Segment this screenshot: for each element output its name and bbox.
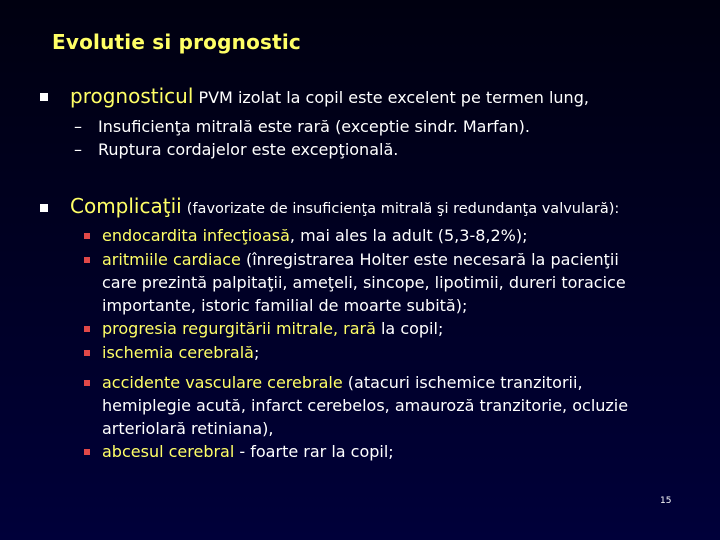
complication-2-cont-2: importante, istoric familial de moarte subită); (102, 296, 468, 315)
complication-3-highlight: progresia regurgitării mitrale, rară (102, 319, 376, 338)
complication-5-cont-2: arteriolară retiniana), (102, 419, 274, 438)
sub-bullet-marker (84, 449, 90, 455)
bullet-1-lead: prognosticul (70, 84, 194, 108)
complication-4 (102, 343, 259, 362)
complication-2-cont-1: care prezintă palpitaţii, ameţeli, sincope, lipotimii, dureri toracice (102, 273, 626, 292)
complication-1-text: , mai ales la adult (5,3-8,2%); (289, 226, 528, 245)
bullet-2 (70, 194, 619, 218)
complication-6-highlight: abcesul cerebral (102, 442, 235, 461)
sub-bullet-marker (84, 257, 90, 263)
dash-marker: – (74, 140, 82, 159)
sub-bullet-marker (84, 233, 90, 239)
complication-1-highlight: endocardita infecţioasă (102, 226, 290, 245)
complication-4-text: ; (253, 343, 260, 362)
sub-bullet-marker (84, 326, 90, 332)
complication-5-cont-1: hemiplegie acută, infarct cerebelos, amauroză tranzitorie, ocluzie (102, 396, 629, 415)
complication-6 (102, 442, 394, 461)
bullet-2-note: (favorizate de insuficienţa mitrală şi redundanţa valvulară): (186, 201, 620, 217)
bullet-marker (40, 93, 48, 101)
bullet-1-sub-2: Ruptura cordajelor este excepţională. (98, 140, 399, 159)
bullet-1-sub-1: Insuficienţa mitrală este rară (exceptie sindr. Marfan). (98, 117, 530, 136)
page-number: 15 (660, 496, 672, 506)
complication-2-highlight: aritmiile cardiace (102, 250, 241, 269)
complication-5-text: (atacuri ischemice tranzitorii, (342, 373, 583, 392)
dash-marker: – (74, 117, 82, 136)
bullet-marker (40, 204, 48, 212)
complication-1 (102, 226, 528, 245)
sub-bullet-marker (84, 350, 90, 356)
complication-3-text: la copil; (375, 319, 444, 338)
bullet-1-text: PVM izolat la copil este excelent pe termen lung, (193, 88, 589, 107)
complication-6-text: - foarte rar la copil; (234, 442, 394, 461)
bullet-2-lead: Complicaţii (70, 194, 182, 218)
sub-bullet-marker (84, 380, 90, 386)
complication-5 (102, 373, 583, 392)
complication-4-highlight: ischemia cerebrală (102, 343, 254, 362)
complication-2 (102, 250, 619, 269)
bullet-1 (70, 84, 589, 108)
complication-3 (102, 319, 443, 338)
slide-title: Evolutie si prognostic (52, 30, 301, 54)
complication-5-highlight: accidente vasculare cerebrale (102, 373, 343, 392)
complication-2-text: (înregistrarea Holter este necesară la pacienţii (240, 250, 619, 269)
